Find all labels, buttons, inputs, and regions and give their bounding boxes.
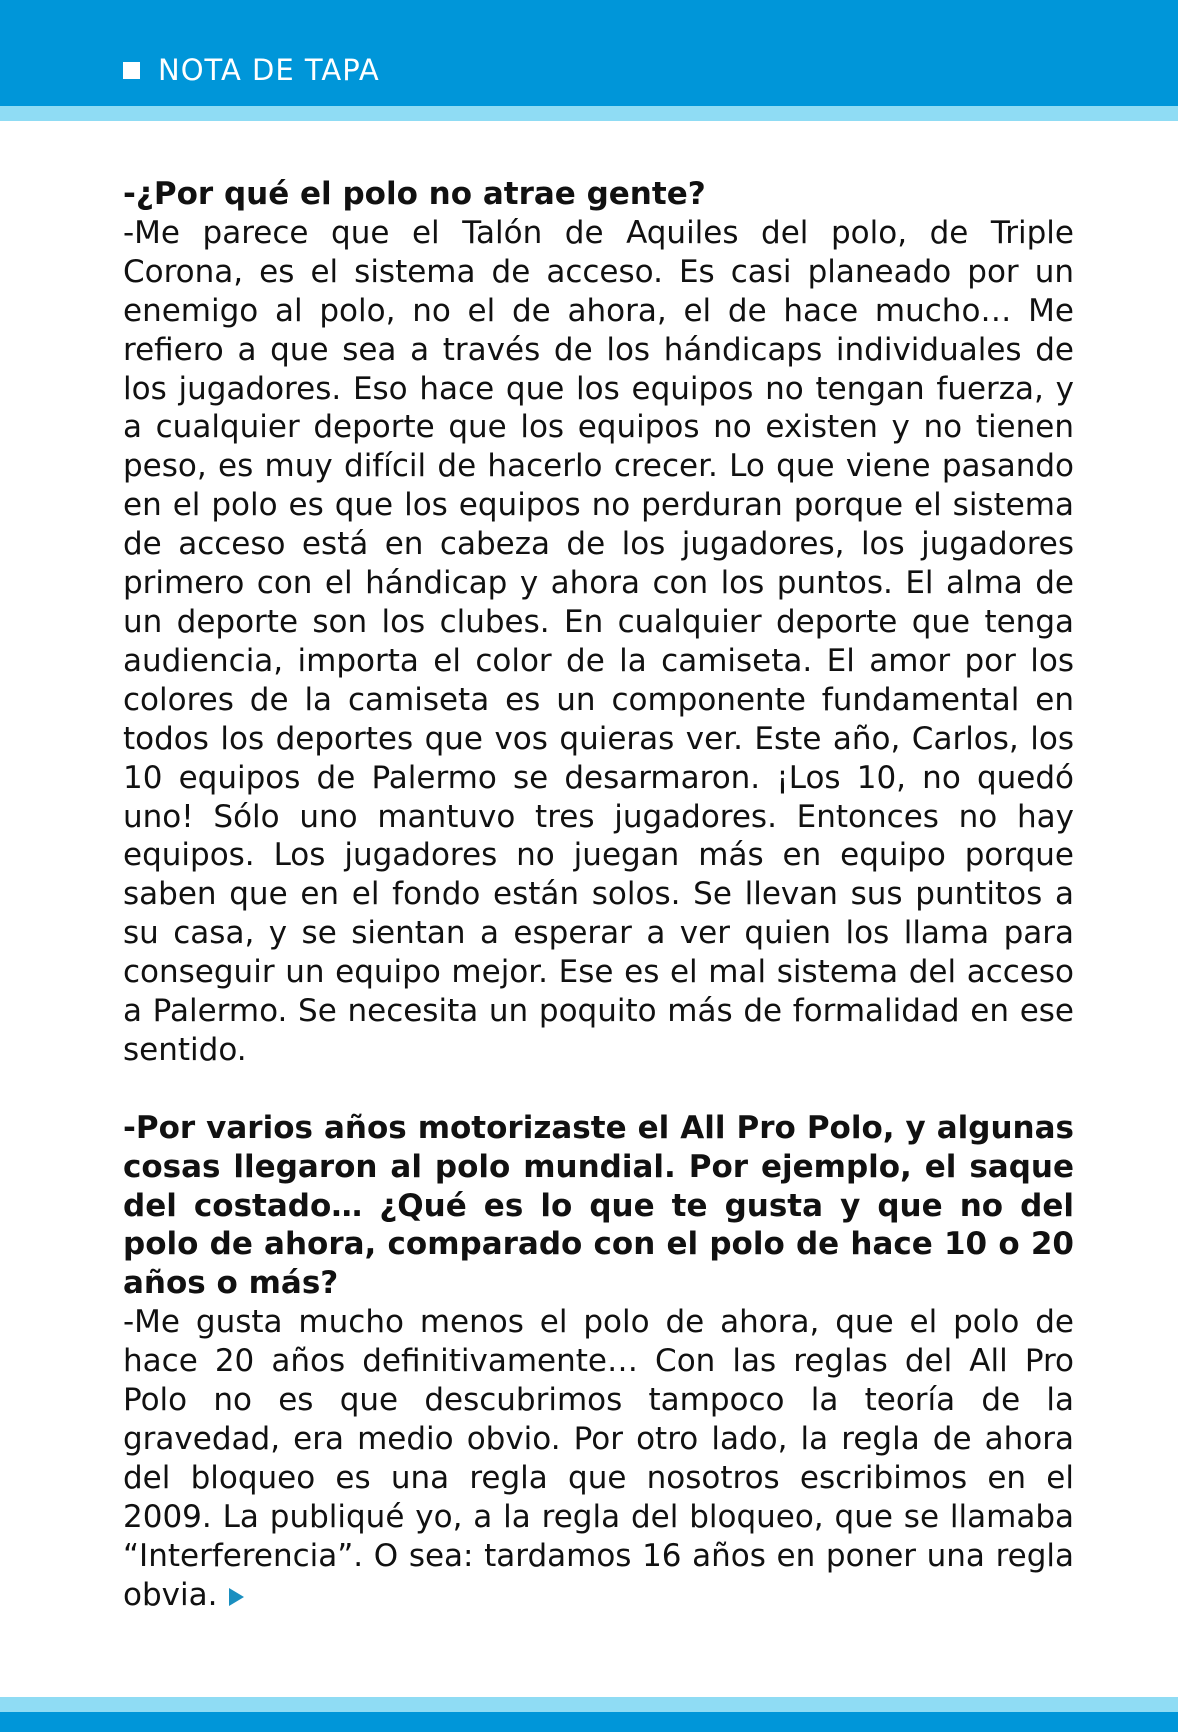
question-2: -Por varios años motorizaste el All Pro Polo, y algunas cosas llegaron al polo mundial. Por ejemplo, el saque del costado… ¿Qué es lo que te gusta y que no del polo de ahora, comparado con el polo de hace 10 o 20 años o más? <box>123 1109 1074 1302</box>
section-label-text: NOTA DE TAPA <box>158 53 380 87</box>
question-1: -¿Por qué el polo no atrae gente? <box>123 176 706 212</box>
answer-1: -Me parece que el Talón de Aquiles del polo, de Triple Corona, es el sistema de acceso. Es casi planeado por un enemigo al polo, no el de ahora, el de hace mucho… Me refiero a que sea a través de los hándicaps individuales de los jugadores. Eso hace que los equipos no tengan fuerza, y a cualquier deporte que los equipos no existen y no tienen peso, es muy difícil de hacerlo crecer. Lo que viene pasando en el polo es que los equipos no perduran porque el sistema de acceso está en cabeza de los jugadores, los jugadores primero con el hándicap y ahora con los puntos. El alma de un deporte son los clubes. En cualquier deporte que tenga audiencia, importa el color de la camiseta. El amor por los colores de la camiseta es un componente fundamental en todos los deportes que vos quieras ver. Este año, Carlos, los 10 equipos de Palermo se desarmaron. ¡Los 10, no quedó uno! Sólo uno mantuvo tres jugadores. Entonces no hay equipos. Los jugadores no juegan más en equipo porque saben que en el fondo están solos. Se llevan sus puntitos a su casa, y se sientan a esperar a ver quien los llama para conseguir un equipo mejor. Ese es el mal sistema del acceso a Palermo. Se necesita un poquito más de formalidad en ese sentido. <box>123 214 1074 1068</box>
answer-2-text: -Me gusta mucho menos el polo de ahora, que el polo de hace 20 años definitivamente… Con las reglas del All Pro Polo no es que descubrimos tampoco la teoría de la gravedad, era medio obvio. Por otro lado, la regla de ahora del bloqueo es una regla que nosotros escribimos en el 2009. La publiqué yo, a la regla del bloqueo, que se llamaba “Interferencia”. O sea: tardamos 16 años en poner una regla obvia. <box>123 1304 1074 1613</box>
continue-arrow-icon <box>229 1588 244 1606</box>
footer-bar <box>0 1712 1178 1732</box>
section-label <box>123 52 380 88</box>
square-bullet-icon <box>123 62 140 79</box>
paragraph-gap <box>123 1070 1074 1109</box>
article-body <box>123 175 1074 1615</box>
header-stripe <box>0 106 1178 121</box>
answer-2 <box>123 1303 1074 1614</box>
footer-stripe <box>0 1697 1178 1712</box>
